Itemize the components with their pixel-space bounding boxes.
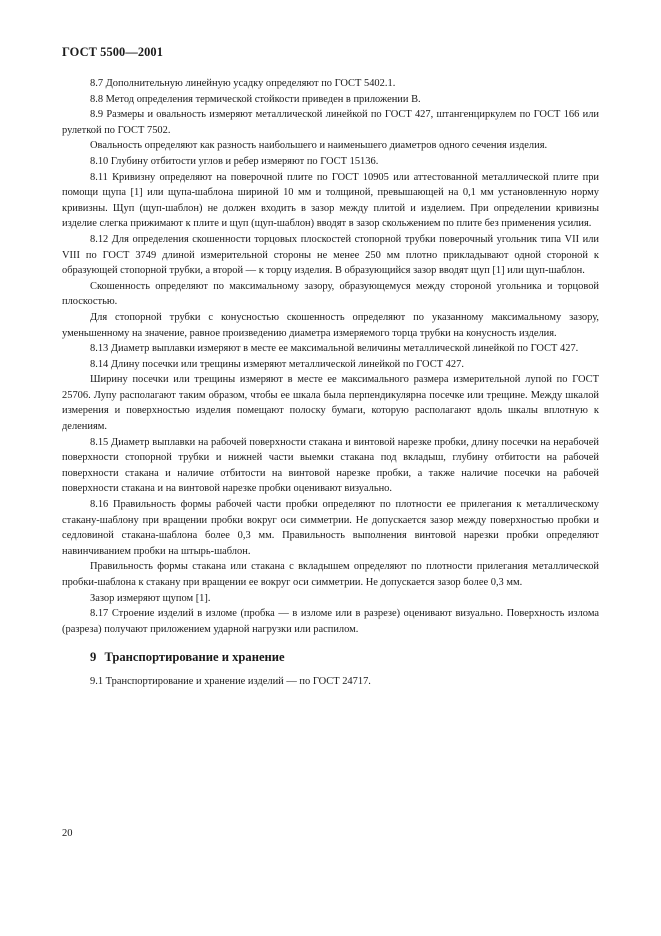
paragraph: 8.9 Размеры и овальность измеряют металлической линейкой по ГОСТ 427, штангенциркулем по ГОСТ 166 или рулеткой по ГОСТ 7502. [62,109,599,136]
paragraph: 8.17 Строение изделий в изломе (пробка — в изломе или в разрезе) оценивают визуально. Поверхность излома (разреза) получают приложением ударной нагрузки или распилом. [62,608,599,635]
section-number: 9 [90,650,97,665]
paragraph: Правильность формы стакана или стакана с вкладышем определяют по плотности прилегания металлической пробки-шаблона к стакану при вращении ее вокруг оси симметрии. Не допускается зазор более 0,3 мм. [62,561,599,588]
paragraph: Овальность определяют как разность наибольшего и наименьшего диаметров одного сечения изделия. [90,140,548,152]
paragraph: 8.15 Диаметр выплавки на рабочей поверхности стакана и винтовой нарезке пробки, длину посечки на нерабочей поверхности стопорной трубки и нижней части выемки стакана под вкладыш, глубину отбитости на рабочей поверхности стакана и наличие отбитости на винтовой нарезке пробки, а также наличие посечки на рабочей поверхности стакана и на винтовой нарезке пробки оценивают визуально. [62,436,599,495]
paragraph: 8.12 Для определения скошенности торцовых плоскостей стопорной трубки поверочный угольник типа VII или VIII по ГОСТ 3749 длиной измерительной стороны не менее 250 мм плотно прикладывают одной стороной к образующей стопорной трубки, а второй — к торцу изделия. В образующийся зазор вводят щуп [1] или щуп-шаблон. [62,233,599,277]
paragraph: Ширину посечки или трещины измеряют в месте ее максимального размера измерительной лупой по ГОСТ 25706. Лупу располагают таким образом, чтобы ее шкала была перпендикулярна посечке или трещине. Между шкалой измерения и поверхностью изделия помещают полоску бумаги, которую располагают вдоль шкалы вплотную к делениям. [62,374,599,433]
paragraph: 8.14 Длину посечки или трещины измеряют металлической линейкой по ГОСТ 427. [90,358,464,370]
paragraph: 8.7 Дополнительную линейную усадку определяют по ГОСТ 5402.1. [90,78,396,89]
section-heading [62,649,599,665]
paragraph: 8.8 Метод определения термической стойкости приведен в приложении В. [90,93,421,105]
paragraph: Для стопорной трубки с конусностью скошенность определяют по указанному максимальному зазору, уменьшенному на значение, равное произведению диаметра измеряемого торца трубки на конусность изделия. [62,311,599,339]
document-body [62,76,599,690]
paragraph: 8.10 Глубину отбитости углов и ребер измеряют по ГОСТ 15136. [90,155,379,167]
paragraph: 9.1 Транспортирование и хранение изделий — по ГОСТ 24717. [90,676,371,688]
document-header: ГОСТ 5500—2001 [62,45,164,59]
paragraphs-section-9 [62,674,599,690]
page-number: 20 [62,828,73,839]
paragraph: 8.16 Правильность формы рабочей части пробки определяют по плотности ее прилегания к металлическому стакану-шаблону при вращении пробки вокруг оси симметрии. Не допускается зазор между поверхностью пробки и седловиной стакана-шаблона более 0,3 мм. Правильность выполнения винтовой нарезки пробки определяют навинчиванием пробки на штырь-шаблон. [62,499,599,557]
paragraphs-section-8 [62,76,599,637]
paragraph: Зазор измеряют щупом [1]. [90,592,211,604]
paragraph: 8.11 Кривизну определяют на поверочной плите по ГОСТ 10905 или аттестованной металлической плите при помощи щупа [1] или щупа-шаблона шириной 10 мм и толщиной, превышающей на 0,1 мм установленную норму кривизны. Щуп (щуп-шаблон) не должен входить в зазор между плитой и изделием. При определении кривизны изделие слегка прижимают к плите и щуп (щуп-шаблон) вводят в зазор скольжением по плите без применения усилия. [62,171,599,230]
paragraph: Скошенность определяют по максимальному зазору, образующемуся между стороной угольника и торцовой плоскостью. [62,280,599,308]
paragraph: 8.13 Диаметр выплавки измеряют в месте ее максимальной величины металлической линейкой по ГОСТ 427. [90,343,579,355]
section-title: Транспортирование и хранение [104,650,285,665]
